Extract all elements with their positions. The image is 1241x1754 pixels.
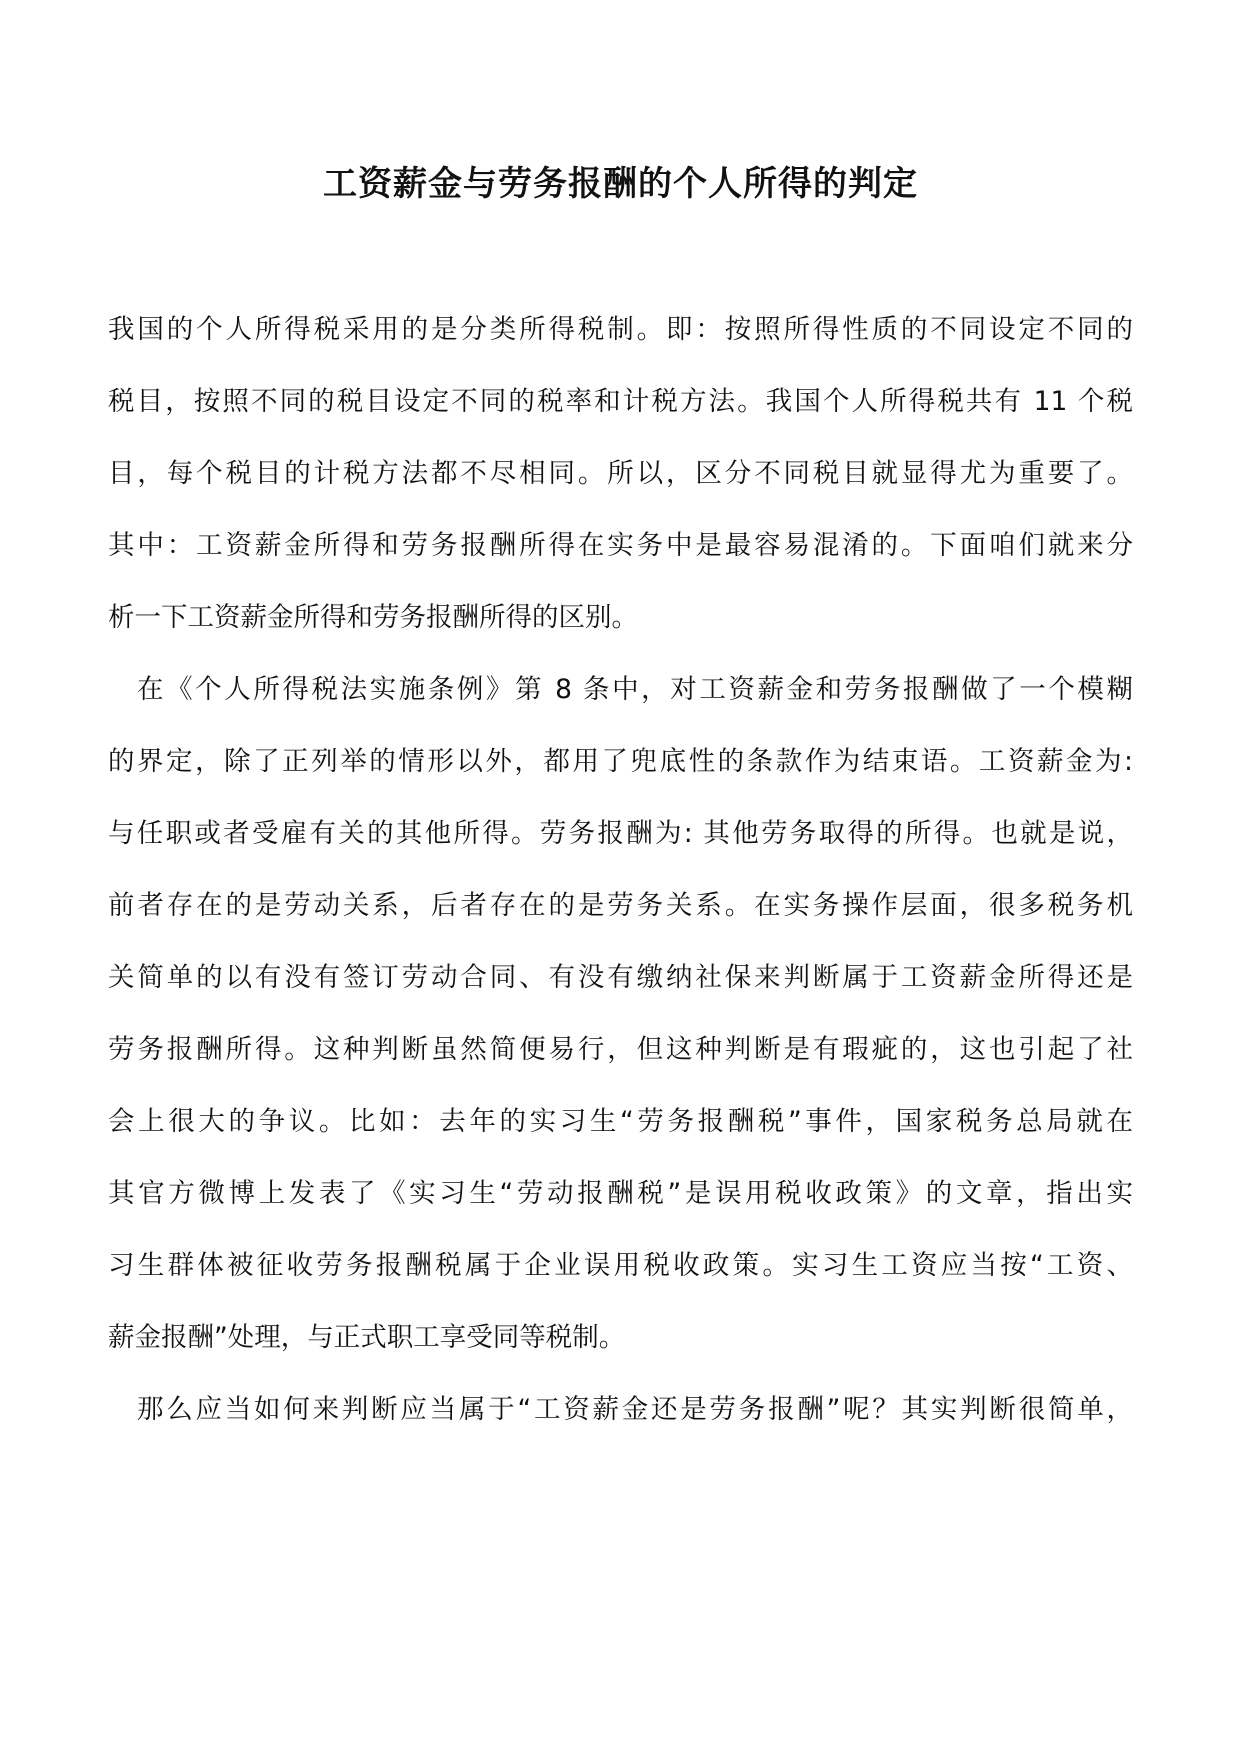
paragraph-1-line-4: 其中：工资薪金所得和劳务报酬所得在实务中是最容易混淆的。下面咱们就来分: [108, 530, 1133, 561]
paragraph-2-line-3: 与任职或者受雇有关的其他所得。劳务报酬为: 其他劳务取得的所得。也就是说，: [108, 818, 1133, 849]
document-title: 工资薪金与劳务报酬的个人所得的判定: [323, 164, 918, 204]
paragraph-2-line-9: 习生群体被征收劳务报酬税属于企业误用税收政策。实习生工资应当按“工资、: [108, 1250, 1133, 1281]
paragraph-1-line-1: 我国的个人所得税采用的是分类所得税制。即：按照所得性质的不同设定不同的: [108, 314, 1133, 345]
paragraph-3-line-1: 那么应当如何来判断应当属于“工资薪金还是劳务报酬”呢？其实判断很简单，: [137, 1394, 1133, 1425]
paragraph-1-line-3: 目，每个税目的计税方法都不尽相同。所以，区分不同税目就显得尤为重要了。: [108, 458, 1133, 489]
paragraph-2-line-4: 前者存在的是劳动关系，后者存在的是劳务关系。在实务操作层面，很多税务机: [108, 890, 1133, 921]
paragraph-2-line-8: 其官方微博上发表了《实习生“劳动报酬税”是误用税收政策》的文章，指出实: [108, 1178, 1133, 1209]
paragraph-2-line-7: 会上很大的争议。比如：去年的实习生“劳务报酬税”事件，国家税务总局就在: [108, 1106, 1133, 1137]
paragraph-2-line-6: 劳务报酬所得。这种判断虽然简便易行，但这种判断是有瑕疵的，这也引起了社: [108, 1034, 1133, 1065]
paragraph-2-line-2: 的界定，除了正列举的情形以外，都用了兜底性的条款作为结束语。工资薪金为:: [108, 746, 1133, 777]
paragraph-1-line-5: 析一下工资薪金所得和劳务报酬所得的区别。: [108, 602, 638, 633]
paragraph-1-line-2: 税目，按照不同的税目设定不同的税率和计税方法。我国个人所得税共有 11 个税: [108, 386, 1133, 417]
paragraph-2-line-1: 在《个人所得税法实施条例》第 8 条中，对工资薪金和劳务报酬做了一个模糊: [137, 674, 1133, 705]
paragraph-2-line-5: 关简单的以有没有签订劳动合同、有没有缴纳社保来判断属于工资薪金所得还是: [108, 962, 1133, 993]
paragraph-2-line-10: 薪金报酬”处理，与正式职工享受同等税制。: [108, 1322, 626, 1353]
